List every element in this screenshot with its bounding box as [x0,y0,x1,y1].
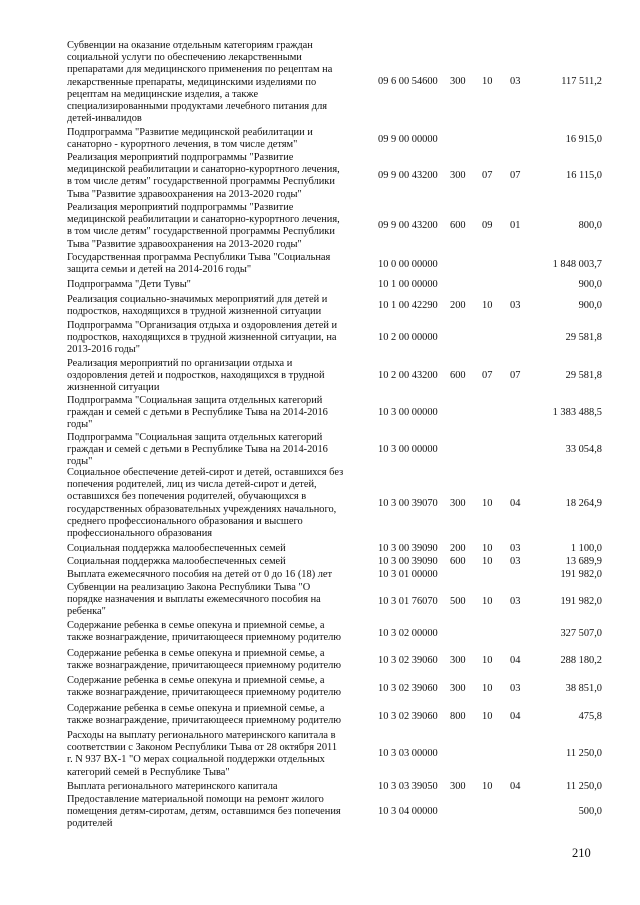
row-sum: 900,0 [578,300,602,311]
row-pr: 04 [510,711,521,722]
row-vr: 300 [450,655,466,666]
page-number: 210 [572,846,591,860]
row-rz: 10 [482,556,493,567]
row-vr: 300 [450,76,466,87]
row-code: 10 3 01 00000 [378,569,438,580]
row-code: 10 3 00 39090 [378,543,438,554]
row-sum: 191 982,0 [560,569,602,580]
row-rz: 10 [482,498,493,509]
row-sum: 117 511,2 [561,76,602,87]
row-rz: 10 [482,711,493,722]
row-rz: 10 [482,655,493,666]
row-description: Предоставление материальной помощи на ремонт жилого помещения детям-сиротам, детям, оставшимся без попечения родителей [67,794,341,830]
row-code: 10 3 00 00000 [378,407,438,418]
row-description: Субвенции на реализацию Закона Республики Тыва "О порядке назначения и выплаты ежемесячного пособия на ребенка" [67,582,321,618]
row-pr: 07 [510,170,521,181]
row-description: Выплата ежемесячного пособия на детей от 0 до 16 (18) лет [67,569,333,580]
row-description: Государственная программа Республики Тыва "Социальная защита семьи и детей на 2014-2016 годы" [67,252,331,276]
row-sum: 327 507,0 [560,628,602,639]
row-vr: 500 [450,596,466,607]
row-pr: 03 [510,556,521,567]
row-sum: 191 982,0 [560,596,602,607]
row-rz: 10 [482,683,493,694]
row-pr: 03 [510,76,521,87]
row-description: Реализация мероприятий подпрограммы "Развитие медицинской реабилитации и санаторно-курортного лечения, в том числе детям" государственной программы Республики Тыва "Развитие здравоохранения на 2013-2020 годы" [67,152,340,200]
row-vr: 300 [450,170,466,181]
row-rz: 10 [482,300,493,311]
row-description: Содержание ребенка в семье опекуна и приемной семье, а также вознаграждение, причитающееся приемному родителю [67,648,342,672]
row-description: Социальное обеспечение детей-сирот и детей, оставшихся без попечения родителей, лиц из числа детей-сирот и детей, оставшихся без попечения родителей, обучающихся в государственных образовательных учреждениях начального, среднего профессионального образования и высшего профессионального образования [67,467,344,540]
row-code: 10 3 02 00000 [378,628,438,639]
row-rz: 10 [482,76,493,87]
row-code: 10 2 00 00000 [378,332,438,343]
row-description: Выплата регионального материнского капитала [67,781,278,792]
row-sum: 900,0 [578,279,602,290]
row-vr: 300 [450,498,466,509]
row-code: 10 3 00 39090 [378,556,438,567]
row-vr: 200 [450,543,466,554]
row-sum: 16 915,0 [565,134,602,145]
row-description: Подпрограмма "Социальная защита отдельных категорий граждан и семей с детьми в Республике Тыва на 2014-2016 годы" [67,395,328,431]
row-description: Подпрограмма "Социальная защита отдельных категорий граждан и семей с детьми в Республике Тыва на 2014-2016 годы" [67,432,328,468]
row-pr: 01 [510,220,521,231]
row-vr: 200 [450,300,466,311]
row-pr: 03 [510,683,521,694]
row-sum: 29 581,8 [565,332,602,343]
row-sum: 13 689,9 [565,556,602,567]
row-sum: 1 848 003,7 [552,259,602,270]
row-vr: 600 [450,556,466,567]
row-vr: 800 [450,711,466,722]
row-description: Подпрограмма "Дети Тувы" [67,279,191,290]
row-code: 10 3 03 00000 [378,748,438,759]
row-code: 09 9 00 00000 [378,134,438,145]
row-pr: 04 [510,655,521,666]
row-description: Содержание ребенка в семье опекуна и приемной семье, а также вознаграждение, причитающееся приемному родителю [67,620,342,644]
row-description: Социальная поддержка малообеспеченных семей [67,556,286,567]
row-rz: 07 [482,370,493,381]
row-vr: 600 [450,370,466,381]
row-vr: 600 [450,220,466,231]
row-description: Реализация социально-значимых мероприятий для детей и подростков, находящихся в трудной жизненной ситуации [67,294,328,318]
row-sum: 475,8 [578,711,602,722]
row-description: Содержание ребенка в семье опекуна и приемной семье, а также вознаграждение, причитающееся приемному родителю [67,703,342,727]
row-sum: 800,0 [578,220,602,231]
row-vr: 300 [450,683,466,694]
row-rz: 07 [482,170,493,181]
row-sum: 1 383 488,5 [552,407,602,418]
row-pr: 03 [510,300,521,311]
row-description: Подпрограмма "Развитие медицинской реабилитации и санаторно - курортного лечения, в том числе детям" [67,127,313,151]
row-rz: 10 [482,781,493,792]
row-pr: 03 [510,543,521,554]
row-code: 10 0 00 00000 [378,259,438,270]
row-vr: 300 [450,781,466,792]
row-code: 10 3 02 39060 [378,711,438,722]
row-sum: 500,0 [578,806,602,817]
row-code: 09 6 00 54600 [378,76,438,87]
row-description: Реализация мероприятий по организации отдыха и оздоровления детей и подростков, находящихся в трудной жизненной ситуации [67,358,325,394]
row-sum: 1 100,0 [570,543,602,554]
row-pr: 04 [510,781,521,792]
row-pr: 03 [510,596,521,607]
row-code: 10 1 00 42290 [378,300,438,311]
row-code: 10 3 01 76070 [378,596,438,607]
row-rz: 10 [482,543,493,554]
row-sum: 38 851,0 [565,683,602,694]
row-description: Социальная поддержка малообеспеченных семей [67,543,286,554]
row-description: Содержание ребенка в семье опекуна и приемной семье, а также вознаграждение, причитающееся приемному родителю [67,675,342,699]
row-sum: 288 180,2 [560,655,602,666]
row-description: Расходы на выплату регионального материнского капитала в соответствии с Законом Республики Тыва от 28 октября 2011 г. N 937 ВХ-1 "О мерах социальной поддержки отдельных категорий семей в Республике Тыва" [67,730,338,778]
row-code: 10 3 04 00000 [378,806,438,817]
row-pr: 04 [510,498,521,509]
row-description: Реализация мероприятий подпрограммы "Развитие медицинской реабилитации и санаторно-курортного лечения, в том числе детям" государственной программы Республики Тыва "Развитие здравоохранения на 2013-2020 годы" [67,202,340,250]
row-rz: 10 [482,596,493,607]
row-sum: 33 054,8 [565,444,602,455]
row-code: 10 3 02 39060 [378,655,438,666]
row-sum: 16 115,0 [566,170,602,181]
row-sum: 18 264,9 [565,498,602,509]
row-sum: 29 581,8 [565,370,602,381]
row-description: Подпрограмма "Организация отдыха и оздоровления детей и подростков, находящихся в трудной жизненной ситуации, на 2013-2016 годы" [67,320,338,356]
row-description: Субвенции на оказание отдельным категориям граждан социальной услуги по обеспечению лекарственными препаратами для медицинского применения по рецептам на лекарственные препараты, медицинскими изделиями по рецептам на медицинские изделия, а также специализированными продуктами лечебного питания для детей-инвалидов [67,40,333,125]
row-code: 10 3 00 00000 [378,444,438,455]
row-code: 09 9 00 43200 [378,220,438,231]
row-rz: 09 [482,220,493,231]
row-pr: 07 [510,370,521,381]
row-code: 10 2 00 43200 [378,370,438,381]
row-sum: 11 250,0 [566,781,602,792]
row-code: 10 1 00 00000 [378,279,438,290]
row-code: 09 9 00 43200 [378,170,438,181]
row-code: 10 3 00 39070 [378,498,438,509]
row-code: 10 3 03 39050 [378,781,438,792]
row-sum: 11 250,0 [566,748,602,759]
row-code: 10 3 02 39060 [378,683,438,694]
